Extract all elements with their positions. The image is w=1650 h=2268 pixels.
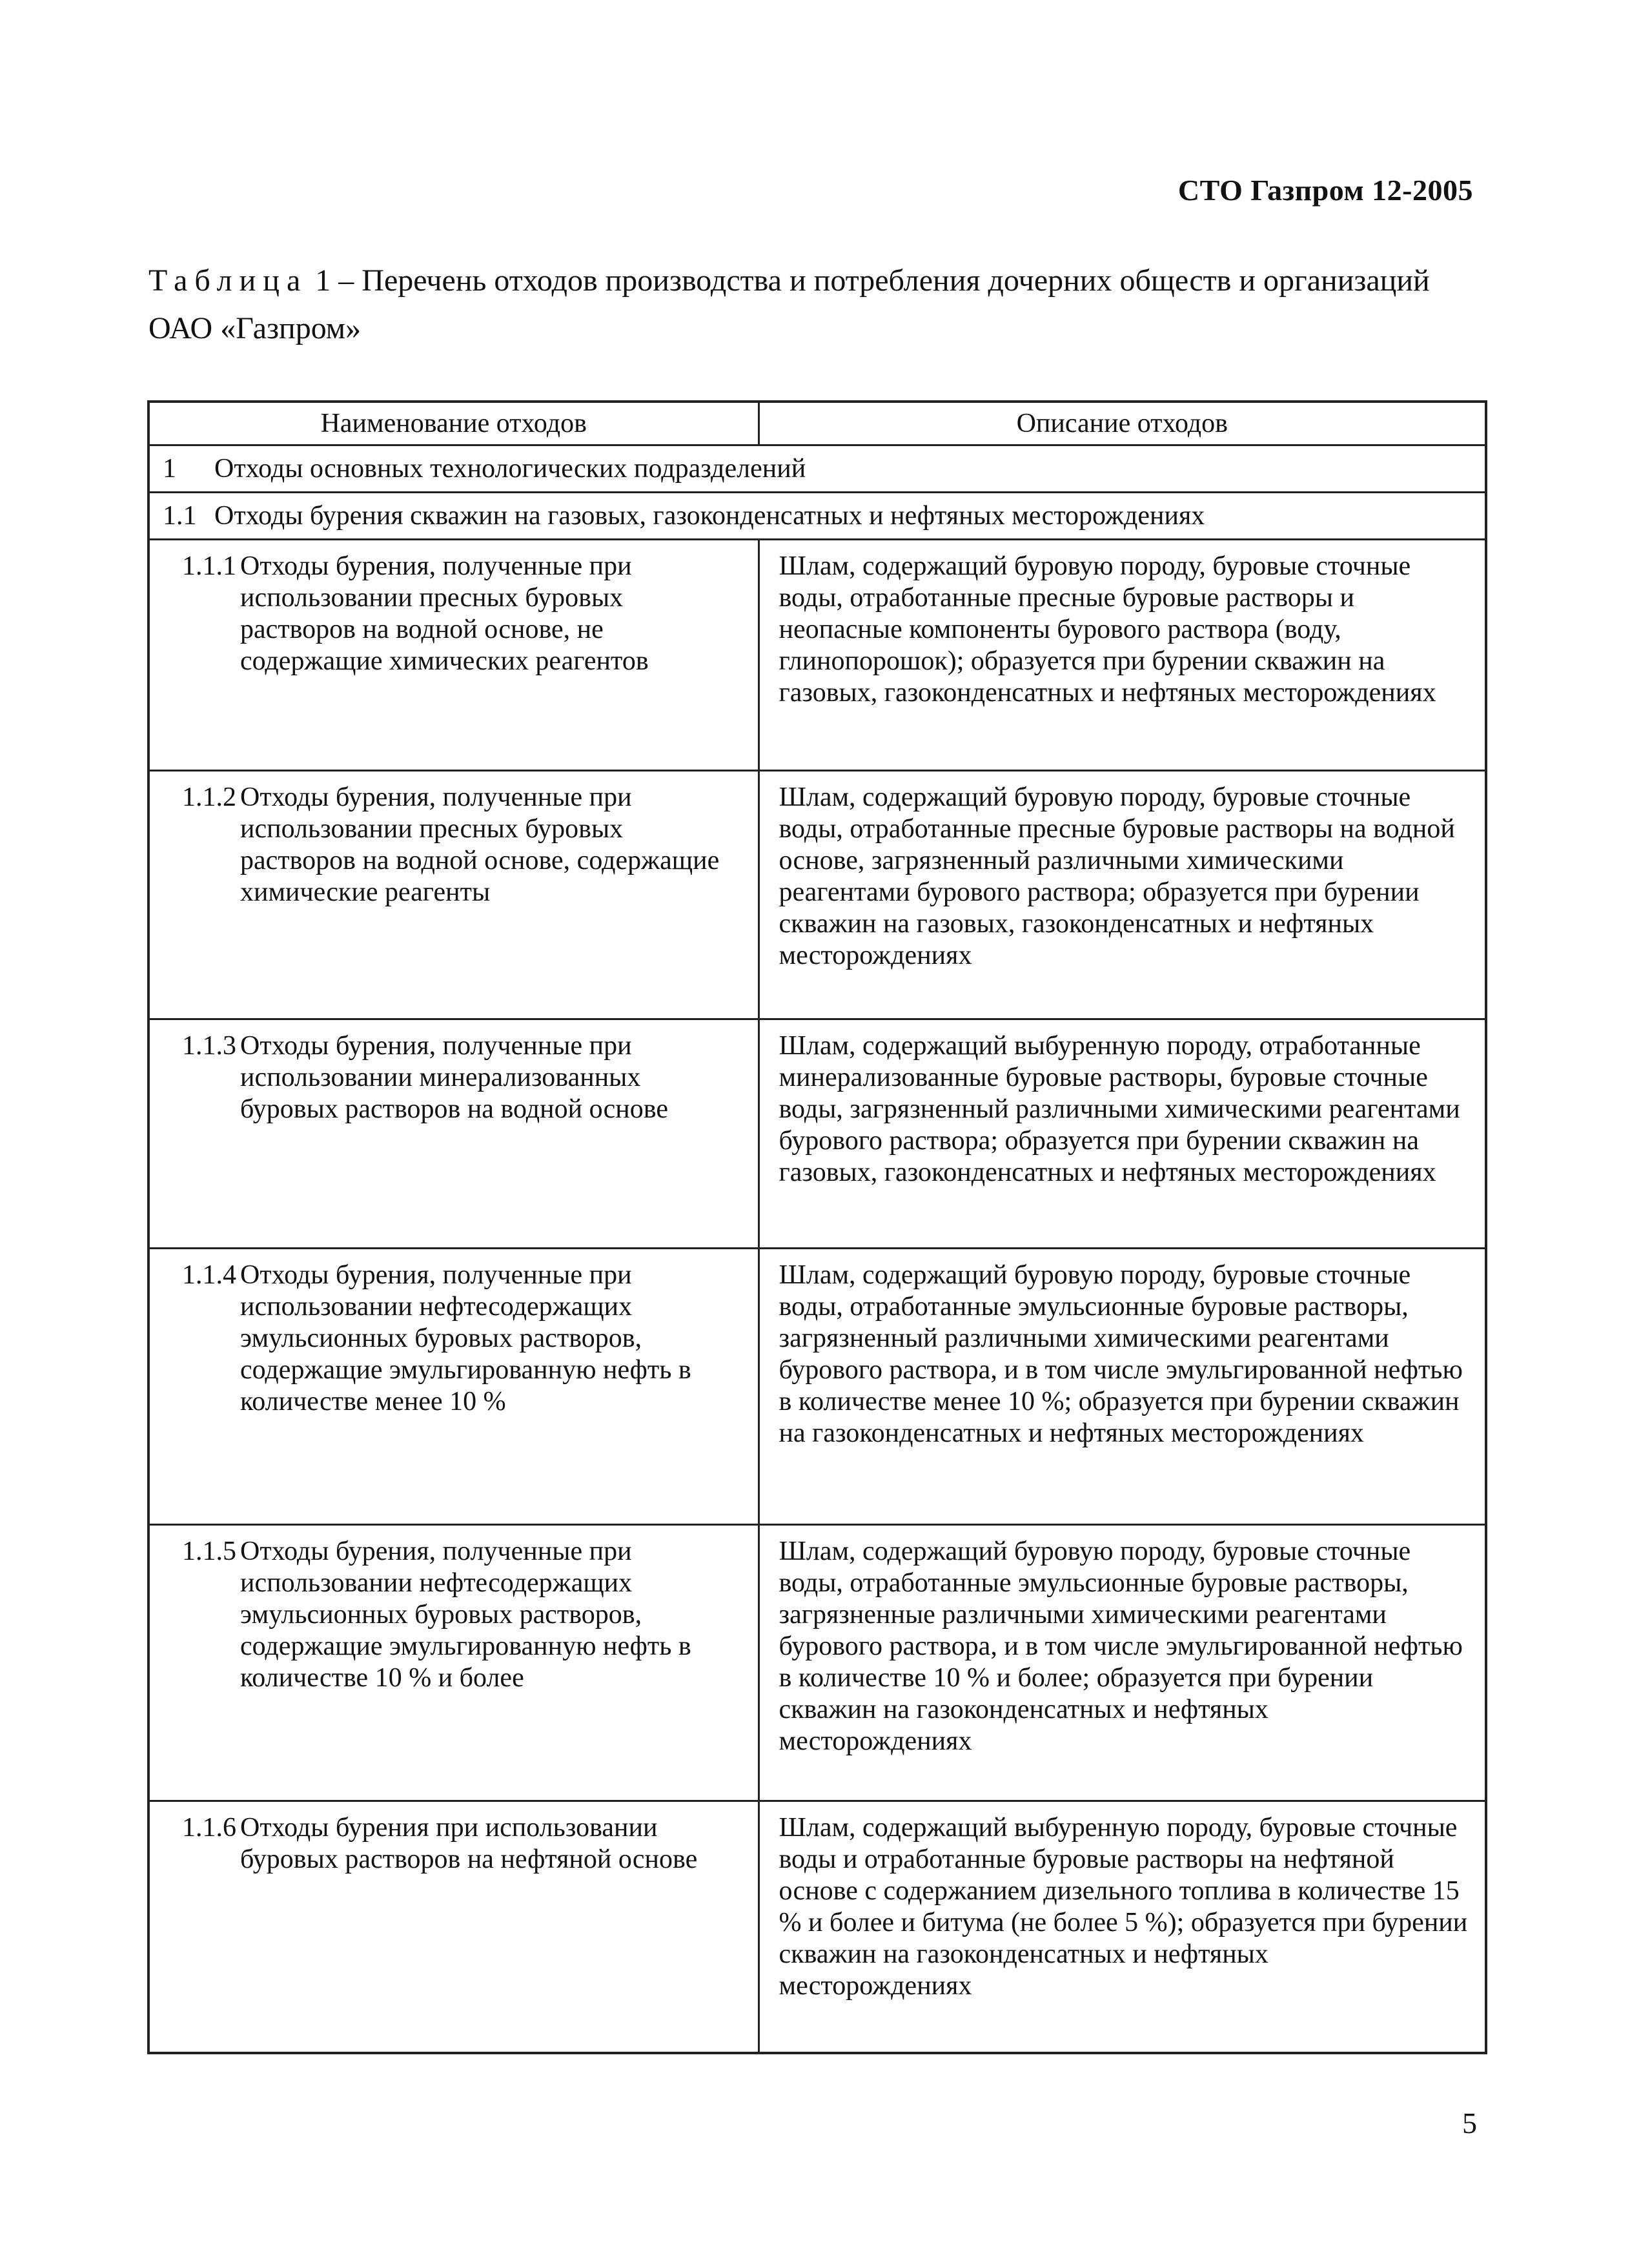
group-row-1-1 xyxy=(148,493,1486,540)
table-row xyxy=(148,1019,1486,1249)
waste-table xyxy=(147,400,1487,2054)
table-header-row xyxy=(148,402,1486,445)
column-header-description: Описание отходов xyxy=(759,402,1486,445)
waste-description: Шлам, содержащий выбуренную породу, отработанные минерализованные буровые растворы, буровые сточные воды, загрязненный различными химическими реагентами бурового раствора; образуется при бурении скважин на газовых, газоконденсатных и нефтяных месторождениях xyxy=(759,1019,1486,1249)
waste-description: Шлам, содержащий буровую породу, буровые сточные воды, отработанные пресные буровые растворы на водной основе, загрязненный различными химическими реагентами бурового раствора; образуется при бурении скважин на газовых, газоконденсатных и нефтяных месторождениях xyxy=(759,771,1486,1019)
row-number: 1.1.5 xyxy=(182,1537,236,1566)
waste-description: Шлам, содержащий буровую породу, буровые сточные воды, отработанные эмульсионные буровые растворы, загрязненный различными химическими реагентами бурового раствора, и в том числе эмульгированной нефтью в количестве менее 10 %; образуется при бурении скважин на газоконденсатных и нефтяных месторождениях xyxy=(759,1249,1486,1525)
waste-name: Отходы бурения, полученные при использовании минерализованных буровых растворов на водной основе xyxy=(240,1031,668,1124)
waste-description: Шлам, содержащий буровую породу, буровые сточные воды, отработанные эмульсионные буровые растворы, загрязненные различными химическими реагентами бурового раствора, и в том числе эмульгированной нефтью в количестве 10 % и более; образуется при бурении скважин на газоконденсатных и нефтяных месторождениях xyxy=(759,1525,1486,1801)
waste-name-cell xyxy=(148,1801,759,2053)
row-number: 1.1.1 xyxy=(182,551,236,581)
table-title xyxy=(148,257,1472,352)
standard-code: СТО Газпром 12-2005 xyxy=(1177,174,1473,207)
table-row xyxy=(148,540,1486,771)
row-number: 1.1.2 xyxy=(182,782,236,812)
waste-name: Отходы бурения, полученные при использовании нефтесодержащих эмульсионных буровых растворов, содержащие эмульгированную нефть в количестве менее 10 % xyxy=(240,1260,691,1416)
waste-name-cell xyxy=(148,771,759,1019)
table-row xyxy=(148,1801,1486,2053)
table-number: 1 xyxy=(315,263,331,298)
waste-description: Шлам, содержащий буровую породу, буровые сточные воды, отработанные пресные буровые растворы и неопасные компоненты бурового раствора (воду, глинопорошок); образуется при бурении скважин на газовых, газоконденсатных и нефтяных месторождениях xyxy=(759,540,1486,771)
group-number: 1 xyxy=(163,453,176,484)
table-row xyxy=(148,771,1486,1019)
table-row xyxy=(148,1525,1486,1801)
row-number: 1.1.3 xyxy=(182,1031,236,1061)
table-row xyxy=(148,1249,1486,1525)
waste-name: Отходы бурения, полученные при использовании нефтесодержащих эмульсионных буровых растворов, содержащие эмульгированную нефть в количестве 10 % и более xyxy=(240,1537,691,1693)
column-header-name: Наименование отходов xyxy=(148,402,759,445)
group-row-1 xyxy=(148,445,1486,493)
waste-name-cell xyxy=(148,540,759,771)
waste-description: Шлам, содержащий выбуренную породу, буровые сточные воды и отработанные буровые растворы на нефтяной основе с содержанием дизельного топлива в количестве 15 % и более и битума (не более 5 %); образуется при бурении скважин на газоконденсатных и нефтяных месторождениях xyxy=(759,1801,1486,2053)
waste-name-cell xyxy=(148,1249,759,1525)
row-number: 1.1.6 xyxy=(182,1813,236,1843)
waste-name: Отходы бурения при использовании буровых растворов на нефтяной основе xyxy=(240,1813,698,1874)
group-title: Отходы бурения скважин на газовых, газоконденсатных и нефтяных месторождениях xyxy=(214,500,1205,531)
table-title-text: – Перечень отходов производства и потребления дочерних обществ и организаций ОАО «Газпром» xyxy=(148,263,1430,345)
waste-name: Отходы бурения, полученные при использовании пресных буровых растворов на водной основе, содержащие химические реагенты xyxy=(240,782,720,907)
waste-name-cell xyxy=(148,1019,759,1249)
group-number: 1.1 xyxy=(163,500,197,531)
group-title: Отходы основных технологических подразделений xyxy=(214,453,806,484)
table-label: Таблица xyxy=(148,263,308,298)
page-number: 5 xyxy=(1462,2107,1477,2140)
waste-name: Отходы бурения, полученные при использовании пресных буровых растворов на водной основе, не содержащие химических реагентов xyxy=(240,551,649,676)
row-number: 1.1.4 xyxy=(182,1260,236,1290)
waste-name-cell xyxy=(148,1525,759,1801)
